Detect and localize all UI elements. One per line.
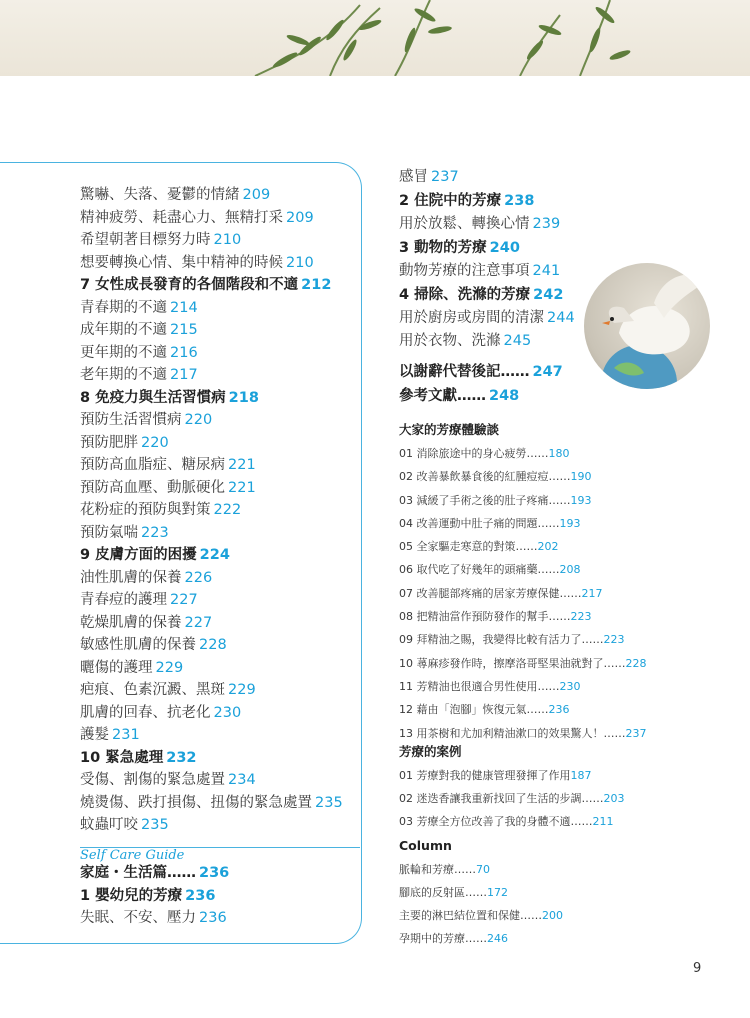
self-care-guide-label: Self Care Guide: [80, 848, 185, 863]
toc-entry: [80, 432, 343, 455]
toc-entry-title: 11 芳精油也很適合男性使用……: [399, 679, 560, 693]
dove-globe-photo: [584, 263, 710, 389]
toc-entry-page: 226: [184, 569, 213, 586]
toc-entry-page: 215: [170, 322, 198, 338]
toc-entry-title: 2 住院中的芳療: [399, 193, 502, 209]
toc-entry-page: 211: [592, 815, 614, 828]
toc-entry: [80, 747, 343, 770]
toc-entry-title: 乾燥肌膚的保養: [80, 614, 182, 631]
toc-entry-page: 236: [548, 703, 570, 717]
toc-entry: [80, 387, 343, 410]
toc-entry: [80, 702, 343, 725]
toc-entry: [399, 442, 647, 465]
toc-entry-page: 235: [141, 817, 169, 833]
toc-entry-title: 以謝辭代替後記……: [399, 364, 530, 380]
toc-entry: [399, 904, 563, 927]
toc-entry: [80, 522, 343, 545]
toc-entry-page: 220: [184, 412, 213, 428]
right-closing: [399, 360, 563, 408]
toc-entry-title: 03 減緩了手術之後的肚子疼痛……: [399, 493, 571, 507]
toc-entry-page: 202: [537, 540, 559, 554]
toc-entry-title: 07 改善腿部疼痛的居家芳療保健……: [399, 586, 582, 600]
toc-entry-page: 244: [547, 310, 575, 326]
toc-entry-title: 10 緊急處理: [80, 749, 164, 766]
toc-entry-page: 172: [487, 886, 508, 899]
toc-entry: [399, 237, 575, 260]
toc-entry-title: 曬傷的護理: [80, 659, 153, 676]
toc-entry: [80, 612, 343, 635]
toc-entry: [80, 274, 343, 297]
toc-entry: [80, 364, 343, 387]
page-number: 9: [693, 961, 702, 976]
toc-entry: [399, 260, 575, 283]
toc-entry-page: 193: [559, 516, 581, 530]
toc-entry-title: 用於廚房或房間的清潔: [399, 310, 544, 326]
toc-entry: [399, 675, 647, 698]
toc-entry-title: 3 動物的芳療: [399, 240, 487, 256]
toc-entry-title: 4 掃除、洗滌的芳療: [399, 287, 531, 303]
toc-entry-title: 受傷、割傷的緊急處置: [80, 772, 225, 788]
toc-entry-title: 燒燙傷、跌打損傷、扭傷的緊急處置: [80, 794, 312, 811]
toc-entry: [399, 652, 647, 675]
toc-entry-title: 更年期的不適: [80, 344, 167, 361]
toc-entry: [399, 535, 647, 558]
toc-entry: [399, 465, 647, 488]
toc-entry-page: 228: [625, 656, 647, 670]
toc-entry-title: 8 免疫力與生活習慣病: [80, 389, 226, 406]
toc-entry-page: 237: [625, 726, 647, 740]
toc-entry-page: 180: [548, 447, 570, 460]
toc-entry: [80, 544, 343, 567]
toc-entry-title: 02 改善暴飲暴食後的紅腫痘痘……: [399, 470, 571, 484]
toc-entry-page: 230: [213, 704, 242, 721]
toc-entry: [399, 787, 625, 810]
experience-title: 大家的芳療體驗談: [399, 422, 500, 437]
toc-entry: [399, 927, 563, 950]
toc-entry: [80, 184, 343, 207]
toc-entry-title: 孕期中的芳療……: [399, 932, 487, 945]
toc-entry-title: 驚嚇、失落、憂鬱的情緒: [80, 187, 240, 203]
cases-title: 芳療的案例: [399, 744, 462, 759]
toc-entry: [80, 409, 343, 432]
toc-entry-title: 1 嬰幼兒的芳療: [80, 887, 183, 904]
toc-entry: [399, 858, 563, 881]
toc-entry-title: 花粉症的預防與對策: [80, 502, 211, 518]
toc-entry-title: 預防高血壓、動脈硬化: [80, 479, 225, 496]
toc-entry-title: 預防肥胖: [80, 434, 138, 451]
toc-entry: [399, 360, 563, 384]
toc-entry-page: 238: [504, 193, 535, 209]
toc-entry-title: 01 芳療對我的健康管理發揮了作用: [399, 769, 571, 782]
toc-entry-title: 預防高血脂症、糖尿病: [80, 457, 225, 473]
toc-entry-title: 家庭・生活篇……: [80, 865, 196, 881]
toc-entry-title: 13 用茶樹和尤加利精油漱口的效果驚人！……: [399, 726, 626, 740]
toc-entry-page: 217: [170, 367, 198, 383]
toc-entry: [399, 166, 575, 189]
toc-entry-title: 03 芳療全方位改善了我的身體不適……: [399, 815, 593, 828]
experience-section: [399, 418, 647, 745]
toc-entry: [399, 628, 647, 651]
toc-entry-title: 動物芳療的注意事項: [399, 263, 530, 279]
toc-entry-title: 蚊蟲叮咬: [80, 817, 138, 833]
toc-entry-page: 214: [170, 299, 198, 316]
toc-entry: [399, 810, 625, 833]
toc-entry-title: 02 迷迭香讓我重新找回了生活的步調……: [399, 792, 604, 805]
toc-entry-page: 70: [476, 863, 490, 876]
toc-entry-page: 236: [199, 910, 227, 926]
toc-entry-title: 疤痕、色素沉澱、黑斑: [80, 682, 225, 698]
toc-entry-page: 234: [228, 772, 256, 788]
toc-entry-title: 護髮: [80, 727, 109, 743]
toc-entry-title: 想要轉換心情、集中精神的時候: [80, 254, 283, 271]
toc-entry-page: 210: [286, 254, 314, 271]
toc-entry: [80, 814, 343, 837]
toc-entry-page: 221: [228, 479, 256, 496]
toc-entry-page: 221: [228, 457, 256, 473]
toc-entry-page: 231: [112, 727, 140, 743]
toc-entry-title: 09 拜精油之賜，我變得比較有活力了……: [399, 633, 604, 647]
toc-entry-page: 216: [170, 344, 198, 361]
toc-entry-page: 227: [170, 592, 198, 608]
toc-entry-page: 227: [184, 614, 213, 631]
toc-entry-page: 187: [570, 769, 592, 782]
toc-entry-page: 229: [155, 659, 184, 676]
toc-entry: [80, 252, 343, 275]
right-toc-top: [399, 166, 575, 353]
toc-entry: [399, 384, 563, 408]
toc-entry-page: 220: [141, 434, 169, 451]
toc-entry-title: 主要的淋巴結位置和保健……: [399, 909, 542, 922]
toc-entry-page: 246: [487, 932, 508, 945]
toc-entry: [399, 284, 575, 307]
toc-entry-title: 10 蕁麻疹發作時，擦摩洛哥堅果油就對了……: [399, 656, 626, 670]
toc-entry: [80, 342, 343, 365]
toc-entry: [399, 605, 647, 628]
toc-entry-page: 242: [533, 287, 564, 303]
toc-entry: [399, 558, 647, 581]
toc-entry-title: 用於放鬆、轉換心情: [399, 216, 530, 232]
toc-entry: [399, 489, 647, 512]
toc-entry-title: 失眠、不安、壓力: [80, 910, 196, 926]
toc-entry-page: 248: [489, 388, 520, 404]
toc-entry-title: 肌膚的回春、抗老化: [80, 704, 211, 721]
toc-entry-title: 12 藉由「泡腳」恢復元氣……: [399, 703, 549, 717]
toc-entry-page: 240: [489, 240, 520, 256]
toc-entry-title: 脈輪和芳療……: [399, 863, 476, 876]
toc-entry-page: 209: [242, 187, 271, 203]
toc-entry-page: 200: [542, 909, 563, 922]
toc-entry: [80, 885, 229, 908]
toc-entry-title: 參考文獻……: [399, 388, 486, 404]
toc-entry: [399, 582, 647, 605]
toc-entry: [80, 297, 343, 320]
toc-entry-page: 229: [228, 682, 256, 698]
toc-entry: [80, 769, 343, 792]
toc-entry: [399, 307, 575, 330]
toc-entry-page: 245: [503, 333, 532, 349]
toc-entry-title: 青春期的不適: [80, 299, 167, 316]
toc-entry-page: 237: [431, 169, 459, 185]
left-toc-bottom: [80, 862, 229, 930]
toc-entry-title: 老年期的不適: [80, 367, 167, 383]
toc-entry-title: 預防生活習慣病: [80, 412, 182, 428]
toc-entry-title: 感冒: [399, 169, 428, 185]
toc-entry-page: 230: [559, 679, 581, 693]
herb-banner-photo: [0, 0, 750, 76]
toc-entry-title: 精神疲勞、耗盡心力、無精打采: [80, 209, 283, 226]
toc-entry: [399, 881, 563, 904]
toc-entry-page: 232: [166, 749, 197, 766]
toc-entry-title: 9 皮膚方面的困擾: [80, 547, 197, 563]
toc-entry: [399, 330, 575, 353]
toc-entry-page: 193: [570, 493, 592, 507]
toc-entry-title: 預防氣喘: [80, 524, 138, 541]
toc-entry-page: 239: [532, 216, 561, 232]
toc-entry-page: 224: [199, 547, 230, 563]
left-toc-column: [80, 184, 343, 837]
toc-entry-page: 247: [532, 364, 563, 380]
toc-entry-title: 腳底的反射區……: [399, 886, 487, 899]
toc-entry-page: 236: [199, 865, 230, 881]
toc-entry: [80, 634, 343, 657]
toc-entry: [80, 589, 343, 612]
cases-section: [399, 740, 625, 833]
toc-entry-page: 203: [603, 792, 625, 805]
toc-entry-page: 209: [286, 209, 314, 226]
toc-entry-page: 190: [570, 470, 592, 484]
toc-entry: [80, 862, 229, 885]
toc-entry: [80, 657, 343, 680]
toc-entry: [80, 454, 343, 477]
toc-entry-title: 用於衣物、洗滌: [399, 333, 501, 349]
toc-entry-title: 7 女性成長發育的各個階段和不適: [80, 277, 299, 293]
toc-entry-title: 04 改善運動中肚子痛的問題……: [399, 516, 560, 530]
toc-entry-page: 222: [213, 502, 242, 518]
toc-entry: [399, 190, 575, 213]
toc-entry-page: 223: [570, 610, 592, 624]
toc-entry-page: 241: [532, 263, 561, 279]
toc-entry: [80, 229, 343, 252]
toc-entry: [80, 567, 343, 590]
toc-entry-page: 208: [559, 563, 581, 577]
toc-entry-page: 235: [315, 794, 343, 811]
column-title: Column: [399, 838, 452, 853]
toc-entry: [399, 512, 647, 535]
toc-entry-title: 05 全家驅走寒意的對策……: [399, 540, 538, 554]
toc-entry-title: 希望朝著目標努力時: [80, 232, 211, 248]
toc-entry-page: 223: [141, 524, 169, 541]
toc-entry-title: 油性肌膚的保養: [80, 569, 182, 586]
toc-entry-title: 青春痘的護理: [80, 592, 167, 608]
toc-entry-title: 敏感性肌膚的保養: [80, 637, 196, 653]
toc-entry: [80, 724, 343, 747]
toc-entry-page: 223: [603, 633, 625, 647]
toc-entry-page: 217: [581, 586, 603, 600]
toc-entry-page: 212: [301, 277, 332, 293]
toc-entry: [399, 698, 647, 721]
toc-entry-title: 成年期的不適: [80, 322, 167, 338]
toc-entry-page: 228: [199, 637, 227, 653]
toc-entry: [80, 477, 343, 500]
column-section: [399, 834, 563, 950]
toc-entry: [399, 213, 575, 236]
toc-entry-page: 236: [185, 887, 216, 904]
toc-entry-page: 210: [213, 232, 242, 248]
toc-entry-page: 218: [228, 389, 259, 406]
toc-entry: [80, 207, 343, 230]
toc-entry: [399, 764, 625, 787]
toc-entry: [80, 792, 343, 815]
toc-entry: [80, 499, 343, 522]
toc-entry: [80, 679, 343, 702]
toc-entry-title: 01 消除旅途中的身心疲勞……: [399, 447, 549, 460]
toc-entry-title: 08 把精油當作預防發作的幫手……: [399, 610, 571, 624]
toc-entry: [80, 319, 343, 342]
toc-entry-title: 06 取代吃了好幾年的頭痛藥……: [399, 563, 560, 577]
toc-entry: [80, 907, 229, 930]
